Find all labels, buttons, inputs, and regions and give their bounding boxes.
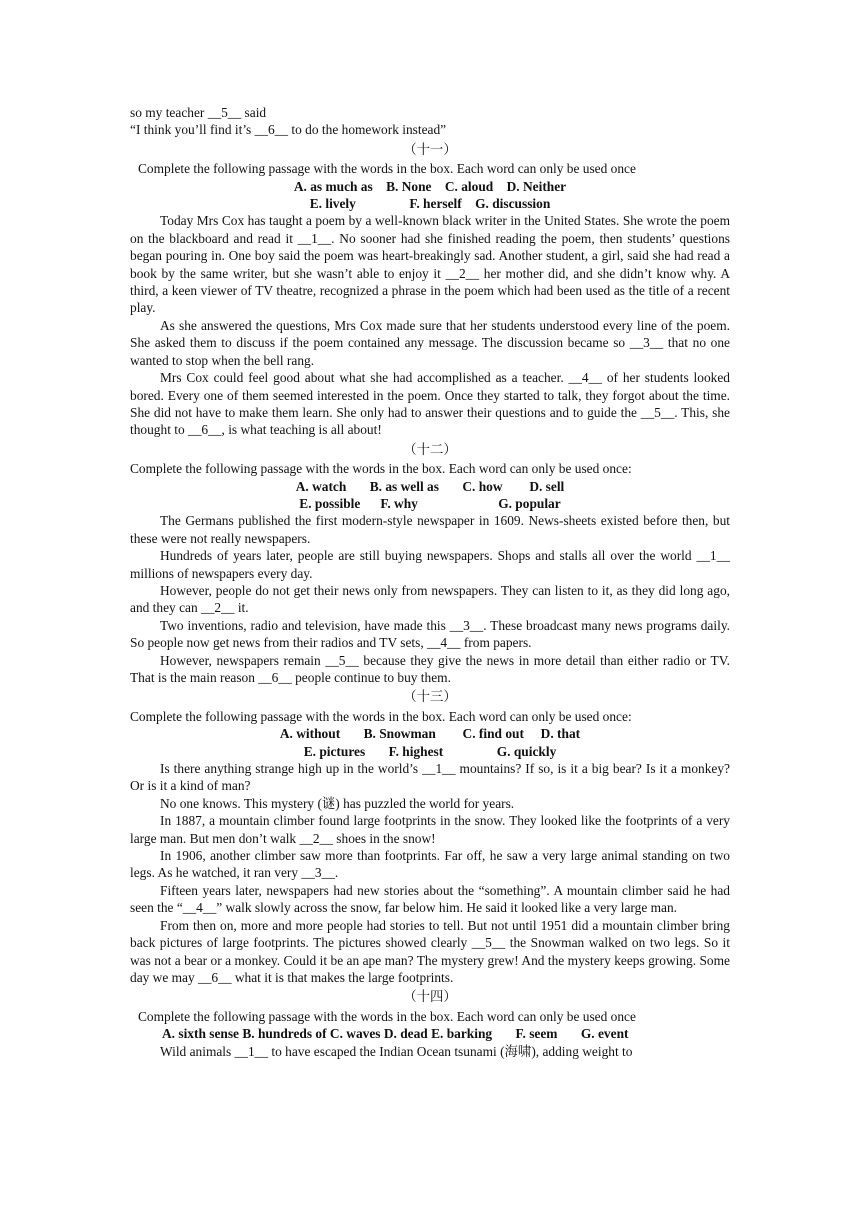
word-box-line: E. possible F. why G. popular: [299, 495, 561, 511]
paragraph: The Germans published the first modern-style newspaper in 1609. News-sheets existed before then, but these were not really newspapers.: [130, 513, 730, 546]
word-box-line: A. as much as B. None C. aloud D. Neither: [293, 178, 567, 194]
paragraph: From then on, more and more people had stories to tell. But not until 1951 did a mountain climber bring back pictures of large footprints. The pictures showed clearly __5__ the Snowman walked on two legs. So it was not a bear or a monkey. Could it be an ape man? The mystery grew! And the mystery keeps growing. Some day we may __6__ what it is that makes the large footprints.: [130, 917, 730, 985]
section-12: [130, 441, 730, 687]
paragraph: Is there anything strange high up in the world’s __1__ mountains? If so, is it a big bear? Is it a monkey? Or is it a kind of man?: [130, 761, 730, 794]
section-instruction: Complete the following passage with the words in the box. Each word can only be used once: [138, 1008, 636, 1024]
paragraph: Hundreds of years later, people are still buying newspapers. Shops and stalls all over the world __1__ millions of newspapers every day.: [130, 548, 730, 581]
section-heading: （十四）: [403, 989, 457, 1005]
section-heading: （十三）: [403, 689, 457, 705]
paragraph: Mrs Cox could feel good about what she had accomplished as a teacher. __4__ of her students looked bored. Every one of them seemed interested in the poem. Once they started to talk, they forgot about the time. She did not have to make them learn. She only had to answer their questions and to guide the __5__. This, she thought to __6__, is what teaching is all about!: [130, 370, 730, 438]
intro-block: [130, 104, 730, 139]
section-11: [130, 141, 730, 439]
paragraph: As she answered the questions, Mrs Cox made sure that her students understood every line of the poem. She asked them to discuss if the poem contained any message. The discussion became so __3__ that no one wanted to stop when the bell rang.: [130, 317, 730, 368]
paragraph: However, people do not get their news only from newspapers. They can listen to it, as they did long ago, and they can __2__ it.: [130, 582, 730, 616]
section-instruction: Complete the following passage with the words in the box. Each word can only be used once:: [130, 461, 632, 477]
paragraph: However, newspapers remain __5__ because they give the news in more detail than either radio or TV. That is the main reason __6__ people continue to buy them.: [130, 652, 730, 685]
paragraph: No one knows. This mystery (谜) has puzzled the world for years.: [160, 795, 515, 811]
word-box-line: E. pictures F. highest G. quickly: [303, 743, 557, 759]
word-box-line: A. sixth sense B. hundreds of C. waves D. dead E. barking F. seem G. event: [162, 1026, 629, 1042]
paragraph: Wild animals __1__ to have escaped the Indian Ocean tsunami (海啸), adding weight to: [160, 1043, 633, 1059]
section-instruction: Complete the following passage with the words in the box. Each word can only be used once: [138, 161, 636, 177]
paragraph: Fifteen years later, newspapers had new stories about the “something”. A mountain climber said he had seen the “__4__” walk slowly across the snow, far below him. He said it looked like a very large man.: [130, 882, 730, 916]
intro-line: “I think you’ll find it’s __6__ to do the homework instead”: [130, 122, 447, 138]
document-page: [130, 104, 730, 1060]
word-box-line: A. watch B. as well as C. how D. sell: [295, 478, 565, 494]
paragraph: In 1906, another climber saw more than footprints. Far off, he saw a very large animal standing on two legs. As he watched, it ran very __3__.: [130, 848, 730, 881]
paragraph: Today Mrs Cox has taught a poem by a well-known black writer in the United States. She wrote the poem on the blackboard and read it __1__. No sooner had she finished reading the poem, then students’ questions began pouring in. One boy said the poem was heart-breakingly sad. Another student, a girl, said she had read a book by the same writer, but she wasn’t able to enjoy it __2__ her mother did, and she didn’t know why. A third, a keen viewer of TV theatre, recognized a phrase in the poem which had been used as the title of a recent play.: [130, 213, 730, 316]
section-13: [130, 688, 730, 986]
section-14: [130, 988, 730, 1060]
paragraph: Two inventions, radio and television, have made this __3__. These broadcast many news programs daily. So people now get news from their radios and TV sets, __4__ from papers.: [130, 617, 730, 651]
intro-line: so my teacher __5__ said: [130, 105, 267, 120]
word-box-line: E. lively F. herself G. discussion: [309, 196, 551, 212]
paragraph: In 1887, a mountain climber found large footprints in the snow. They looked like the footprints of a very large man. But men don’t walk __2__ shoes in the snow!: [130, 813, 730, 846]
section-heading: （十二）: [403, 441, 457, 457]
section-instruction: Complete the following passage with the words in the box. Each word can only be used once:: [130, 708, 632, 724]
section-heading: （十一）: [403, 141, 457, 157]
word-box-line: A. without B. Snowman C. find out D. that: [279, 726, 581, 742]
